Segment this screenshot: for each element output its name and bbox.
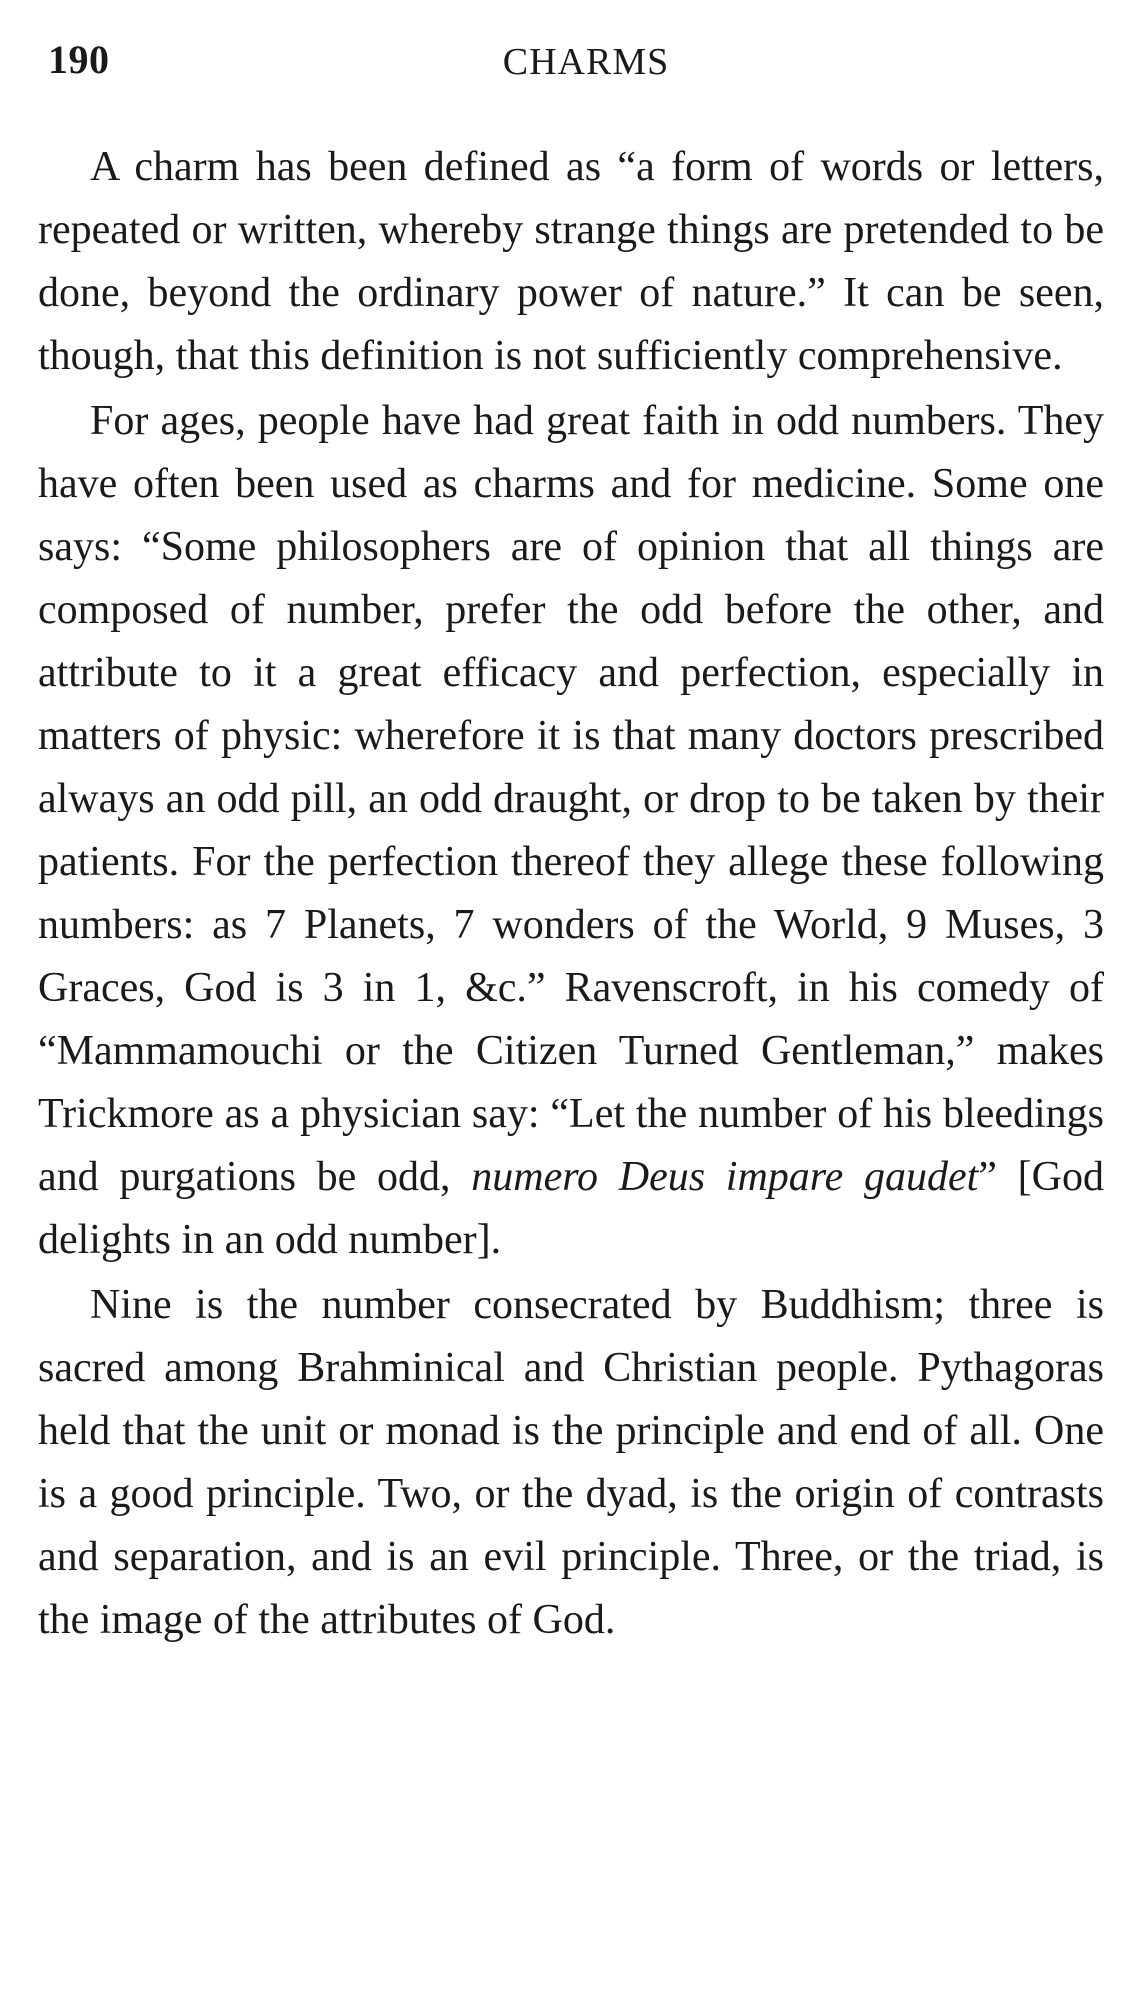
- paragraph-charm-definition: [38, 136, 1104, 388]
- paragraph-text: Nine is the number consecrated by Buddhism; three is sacred among Brahminical and Christian people. Pythagoras held that the unit or monad is the principle and end of all. One is a good principle. Two, or the dyad, is the origin of contrasts and separation, and is an evil principle. Three, or the triad, is the image of the attributes of God.: [38, 1282, 1104, 1643]
- running-head: [48, 36, 1084, 96]
- page-number: 190: [48, 37, 110, 82]
- paragraph-text: ” [God delights in an odd number].: [38, 1154, 1104, 1263]
- paragraph-text: For ages, people have had great faith in odd numbers. They have often been used as charms and for medicine. Some one says: “Some philosophers are of opinion that all things are composed of number, prefer the odd before the other, and attribute to it a great efficacy and perfection, especially in matters of physic: wherefore it is that many doctors prescribed always an odd pill, an odd draught, or drop to be taken by their patients. For the perfection thereof they allege these following numbers: as 7 Planets, 7 wonders of the World, 9 Muses, 3 Graces, God is 3 in 1, &c.” Ravenscroft, in his comedy of “Mammamouchi or the Citizen Turned Gentleman,” makes Trickmore as a physician say: “Let the number of his bleedings and purgations be odd,: [38, 398, 1104, 1200]
- latin-quote: numero Deus impare gaudet: [471, 1154, 979, 1200]
- paragraph-text: A charm has been defined as “a form of words or letters, repeated or written, whereby strange things are pretended to be done, beyond the ordinary power of nature.” It can be seen, though, that this definition is not sufficiently comprehensive.: [38, 144, 1104, 379]
- body-text: [38, 136, 1104, 1652]
- paragraph-odd-numbers: [38, 390, 1104, 1272]
- paragraph-sacred-numbers: [38, 1274, 1104, 1652]
- running-title: CHARMS: [502, 41, 670, 83]
